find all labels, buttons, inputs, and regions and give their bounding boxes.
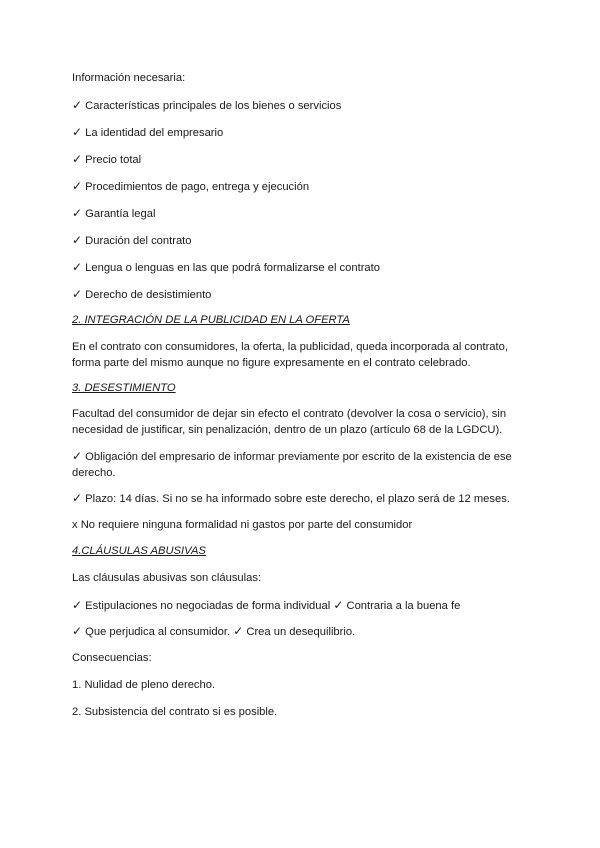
list-item-label: La identidad del empresario: [85, 127, 224, 139]
list-item-label: Crea un desequilibrio.: [246, 626, 356, 638]
check-icon: ✓: [233, 624, 244, 638]
section3-point: x No requiere ninguna formalidad ni gastos por parte del consumidor: [72, 519, 413, 531]
section4-heading: 4.CLÁUSULAS ABUSIVAS: [72, 545, 206, 557]
check-icon: ✓: [72, 206, 83, 220]
check-icon: ✓: [72, 624, 83, 638]
check-icon: ✓: [333, 598, 344, 612]
section3-heading: 3. DESESTIMIENTO: [72, 382, 176, 394]
list-item-label: Lengua o lenguas en las que podrá formalizarse el contrato: [85, 262, 380, 274]
list-item-label: Garantía legal: [85, 208, 156, 220]
list-item: [72, 178, 309, 195]
check-icon: ✓: [72, 152, 83, 166]
section4-intro: Las cláusulas abusivas son cláusulas:: [72, 572, 262, 584]
check-icon: ✓: [72, 125, 83, 139]
list-item-label: Precio total: [85, 154, 142, 166]
list-item: [72, 124, 223, 141]
check-icon: ✓: [72, 449, 83, 463]
list-item-label: Derecho de desistimiento: [85, 289, 212, 301]
list-item-label: Contraria a la buena fe: [346, 600, 461, 612]
consequence-item: 1. Nulidad de pleno derecho.: [72, 679, 216, 691]
list-item-label: Procedimientos de pago, entrega y ejecución: [85, 181, 310, 193]
list-item: [72, 151, 141, 168]
check-icon: ✓: [72, 260, 83, 274]
section3-paragraph: Facultad del consumidor de dejar sin efecto el contrato (devolver la cosa o servicio), sin necesidad de justificar, sin penalización, dentro de un plazo (artículo 68 de la LGDCU).: [72, 408, 507, 436]
info-title: Información necesaria:: [72, 72, 186, 84]
list-item: [72, 205, 155, 222]
list-item: [72, 286, 211, 303]
list-item: [72, 597, 460, 614]
check-icon: ✓: [72, 179, 83, 193]
check-icon: ✓: [72, 287, 83, 301]
section2-paragraph: En el contrato con consumidores, la oferta, la publicidad, queda incorporada al contrato, forma parte del mismo aunque no figure expresamente en el contrato celebrado.: [72, 341, 508, 369]
check-icon: ✓: [72, 491, 83, 505]
section3-point-text: Plazo: 14 días. Si no se ha informado sobre este derecho, el plazo será de 12 meses.: [85, 493, 510, 505]
check-icon: ✓: [72, 598, 83, 612]
check-icon: ✓: [72, 233, 83, 247]
section2-heading: 2. INTEGRACIÓN DE LA PUBLICIDAD EN LA OFERTA: [72, 314, 350, 326]
list-item: [72, 97, 341, 114]
list-item-label: Estipulaciones no negociadas de forma individual: [85, 600, 331, 612]
list-item: [72, 623, 355, 640]
list-item-label: Duración del contrato: [85, 235, 192, 247]
list-item: [72, 232, 192, 249]
consequences-title: Consecuencias:: [72, 652, 152, 664]
section3-point-text: Obligación del empresario de informar previamente por escrito de la existencia de ese derecho.: [72, 451, 512, 479]
list-item-label: Características principales de los bienes o servicios: [85, 100, 342, 112]
consequence-item: 2. Subsistencia del contrato si es posible.: [72, 706, 278, 718]
list-item: [72, 259, 380, 276]
section3-point: [72, 448, 518, 481]
list-item-label: Que perjudica al consumidor.: [85, 626, 231, 638]
section3-point: [72, 490, 510, 507]
check-icon: ✓: [72, 98, 83, 112]
